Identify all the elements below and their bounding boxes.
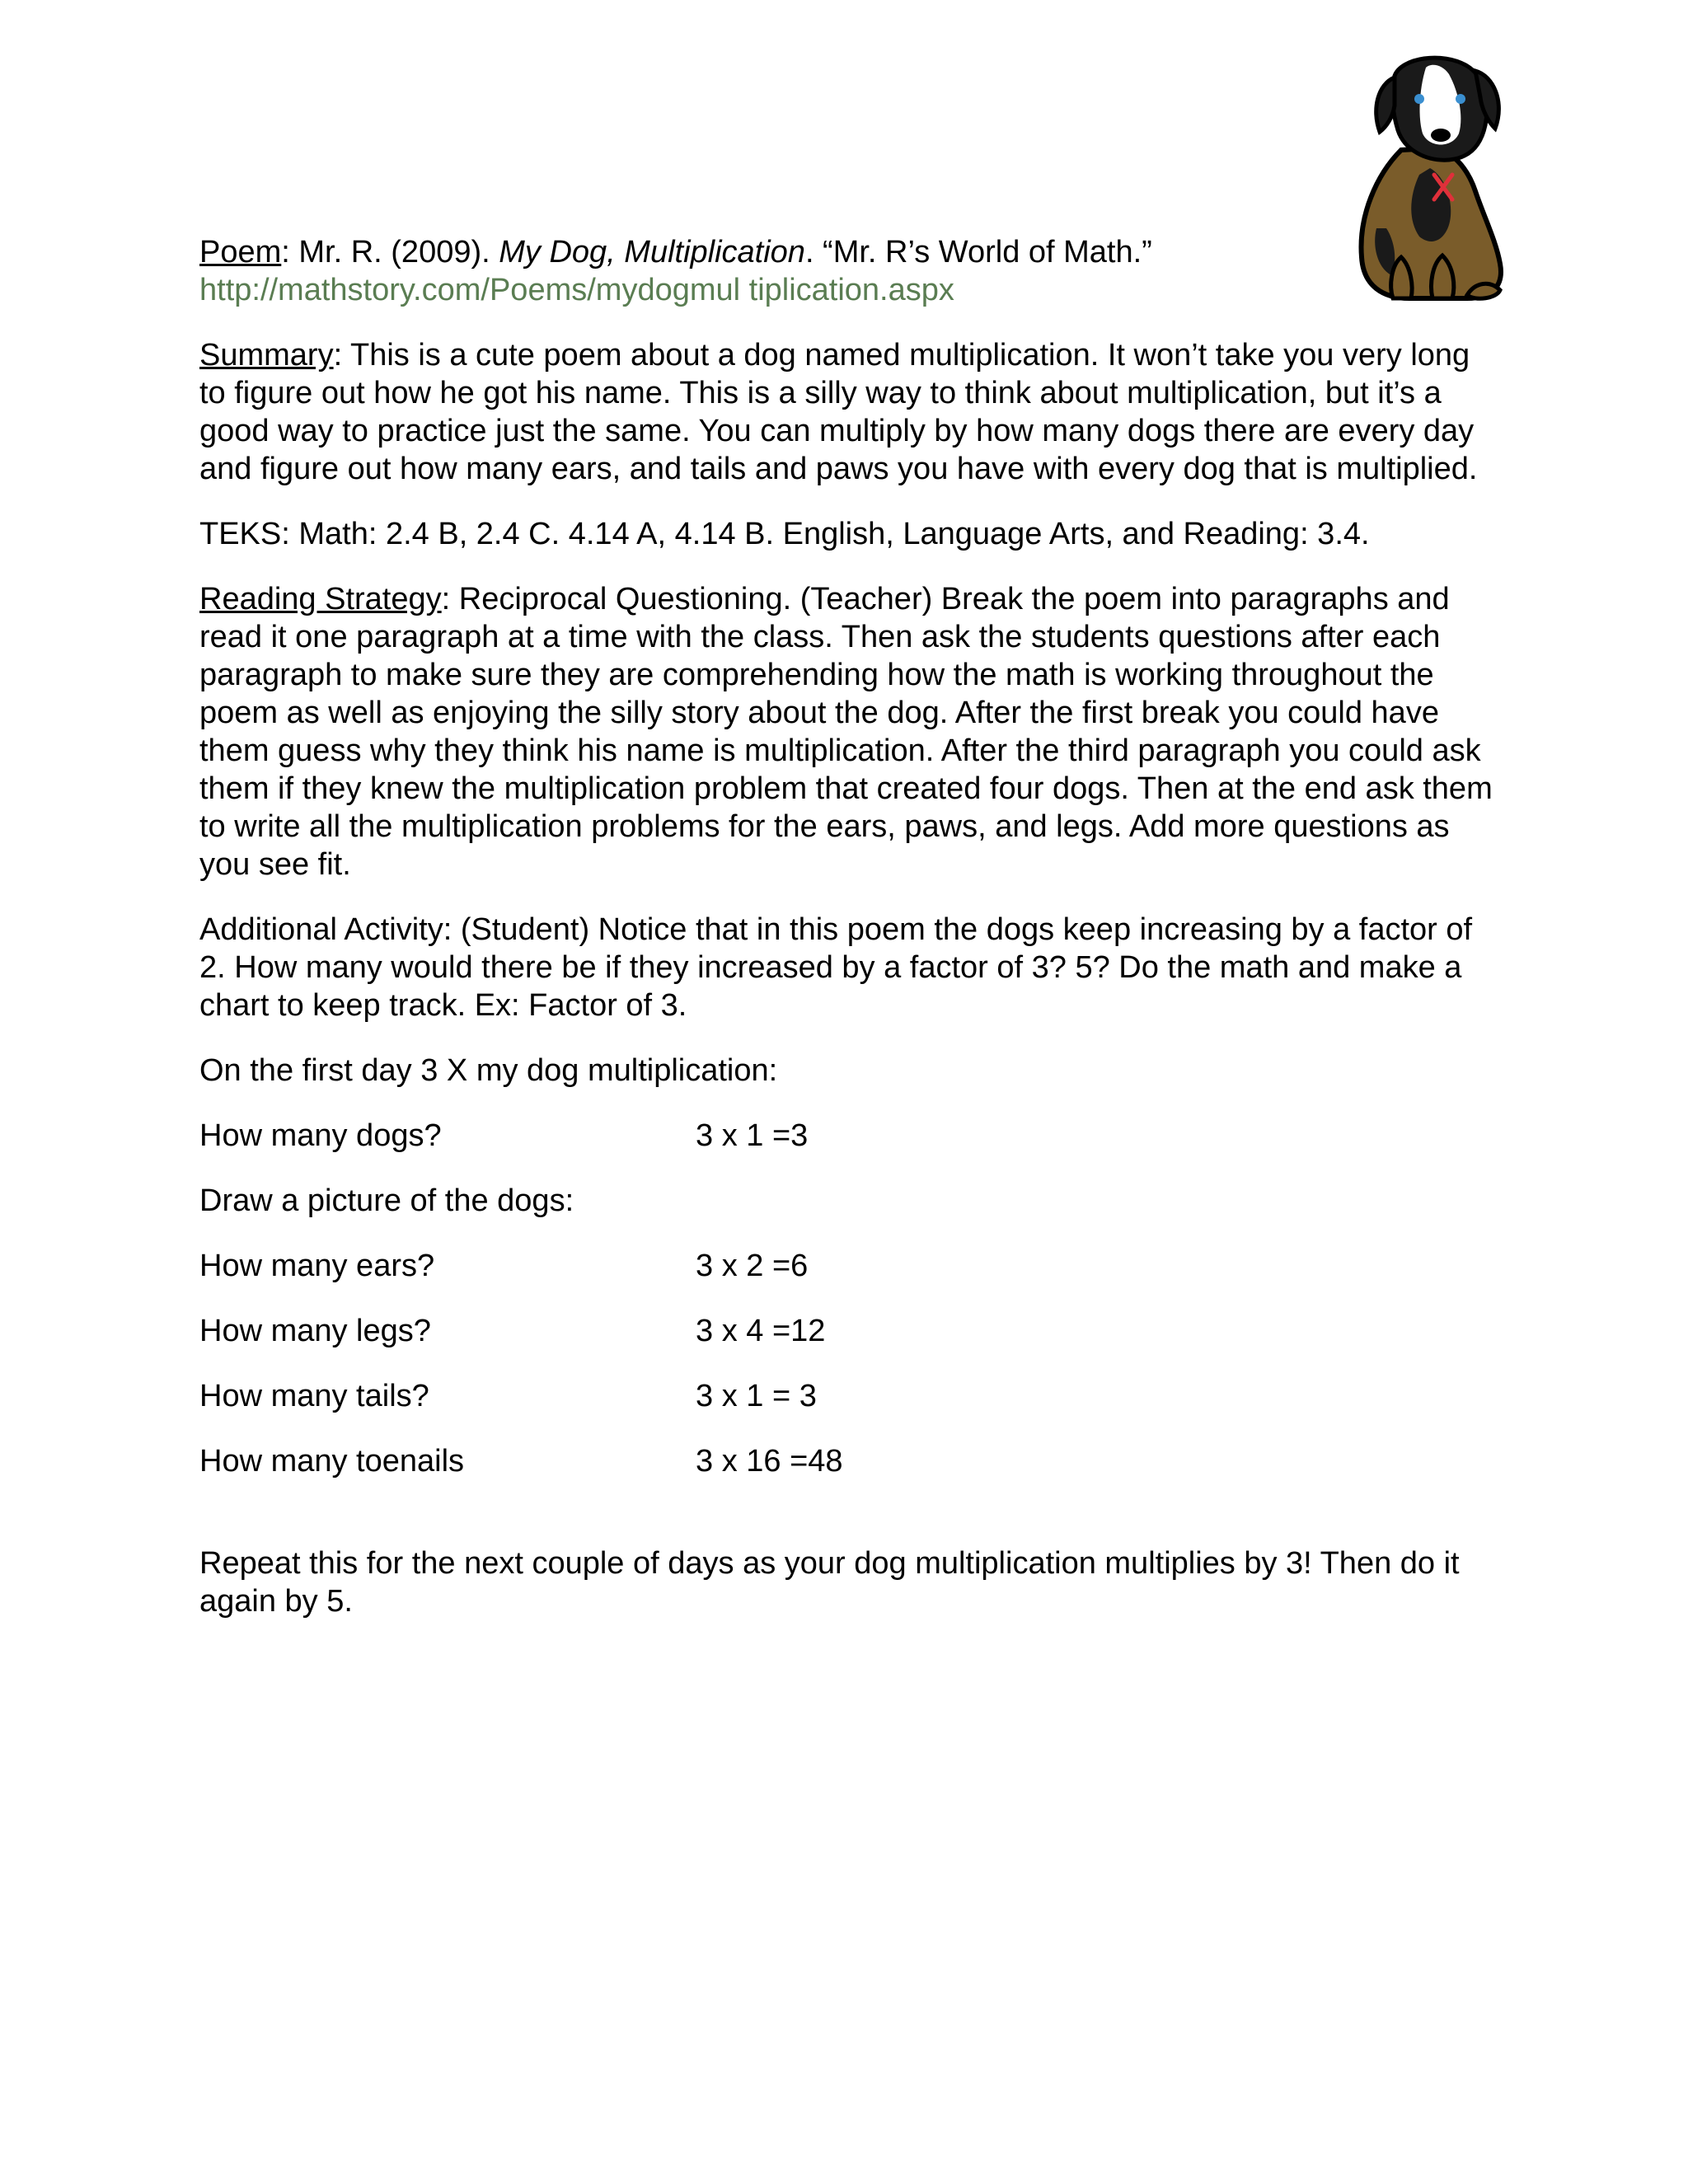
first-day-line: On the first day 3 X my dog multiplication: [199,1053,778,1088]
summary-label: Summary [199,338,334,373]
teks-paragraph: TEKS: Math: 2.4 B, 2.4 C. 4.14 A, 4.14 B. English, Language Arts, and Reading: 3.4. [199,517,1370,551]
question-text: How many toenails [199,1444,465,1479]
question-answer: 3 x 1 =3 [696,1118,809,1153]
question-row [199,1312,1502,1350]
poem-author: : Mr. R. (2009). [281,235,499,269]
question-answer: 3 x 1 = 3 [696,1379,817,1413]
poem-source: . “Mr. R’s World of Math.” [804,235,1152,269]
question-text: How many legs? [199,1314,431,1348]
poem-citation [199,233,1502,309]
question-row [199,1442,1502,1480]
question-row [199,1247,1502,1285]
summary-text: : This is a cute poem about a dog named multiplication. It won’t take you very long to figure out how he got his name. This is a silly way to think about multiplication, but it’s a good way to practice just the same. You can multiply by how many dogs there are every day and figure out how many ears, and tails and paws you have with every dog that is multiplied. [199,338,1478,486]
question-answer: 3 x 4 =12 [696,1314,826,1348]
reading-strategy-paragraph [199,580,1502,883]
document-body [199,233,1502,1647]
question-text: How many dogs? [199,1118,442,1153]
question-answer: 3 x 2 =6 [696,1249,809,1283]
repeat-paragraph: Repeat this for the next couple of days as your dog multiplication multiplies by 3! Then do it again by 5. [199,1546,1460,1619]
draw-picture-line: Draw a picture of the dogs: [199,1183,574,1218]
question-row [199,1377,1502,1415]
poem-url-link[interactable]: http://mathstory.com/Poems/mydogmul tiplication.aspx [199,273,954,307]
question-answer: 3 x 16 =48 [696,1444,843,1479]
poem-title: My Dog, Multiplication [499,235,805,269]
question-text: How many tails? [199,1379,429,1413]
poem-label: Poem [199,235,282,269]
summary-paragraph [199,336,1502,488]
additional-activity-paragraph: Additional Activity: (Student) Notice that in this poem the dogs keep increasing by a factor of 2. How many would there be if they increased by a factor of 3? 5? Do the math and make a chart to keep track. Ex: Factor of 3. [199,912,1473,1023]
question-row [199,1117,1502,1155]
reading-strategy-label: Reading Strategy [199,582,442,616]
question-text: How many ears? [199,1249,435,1283]
reading-strategy-text: : Reciprocal Questioning. (Teacher) Break the poem into paragraphs and read it one paragraph at a time with the class. Then ask the students questions after each paragraph to make sure they are comprehending how the math is working throughout the poem as well as enjoying the silly story about the dog. After the first break you could have them guess why they think his name is multiplication. After the third paragraph you could ask them if they knew the multiplication problem that created four dogs. Then at the end ask them to write all the multiplication problems for the ears, paws, and legs. Add more questions as you see fit. [199,582,1493,882]
